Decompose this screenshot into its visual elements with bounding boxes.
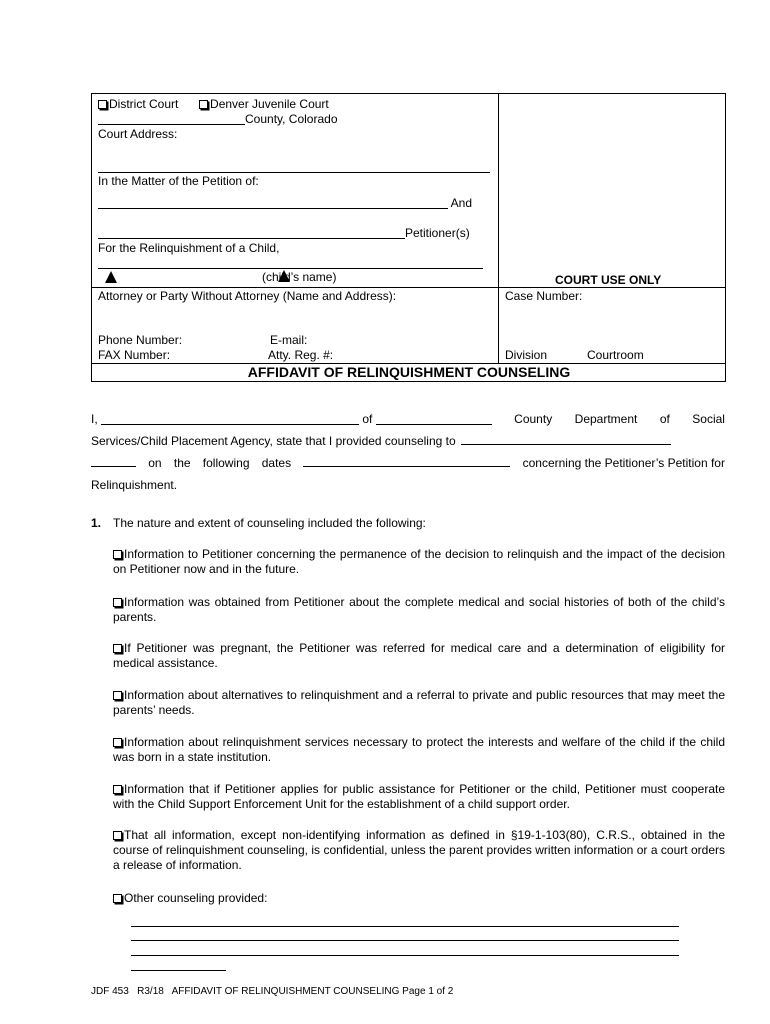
county-row xyxy=(98,112,338,126)
denver-juvenile-court-label: Denver Juvenile Court xyxy=(210,97,329,111)
item-text: Information about alternatives to relinquishment and a referral to private and public resources that may meet the parents’ needs. xyxy=(113,688,725,717)
fax-number-label: FAX Number: xyxy=(98,348,171,362)
page-footer: JDF 453 R3/18 AFFIDAVIT OF RELINQUISHMENT COUNSELING Page 1 of 2 xyxy=(91,986,454,997)
court-type-row xyxy=(98,97,329,111)
county-colorado-label: County, Colorado xyxy=(245,112,338,126)
statement-the: the xyxy=(173,456,191,470)
item-text: Information was obtained from Petitioner about the complete medical and social histories of both of the child’s parents. xyxy=(113,595,725,624)
petitioner2-row xyxy=(98,226,470,240)
counseling-item-5 xyxy=(113,735,725,765)
item-text: Information to Petitioner concerning the permanence of the decision to relinquish and the impact of the decision on Petitioner now and in the future. xyxy=(113,547,725,576)
division-label: Division xyxy=(505,348,548,362)
counseling-item-1 xyxy=(113,547,725,577)
statement-social: Social xyxy=(692,412,725,426)
item-checkbox[interactable] xyxy=(113,785,122,794)
item-checkbox[interactable] xyxy=(113,738,122,747)
atty-reg-label: Atty. Reg. #: xyxy=(268,348,334,362)
item-checkbox[interactable] xyxy=(113,644,122,653)
item-text: Other counseling provided: xyxy=(124,891,268,905)
item-text: That all information, except non-identifying information as defined in §19-1-103(80), C.R.S., obtained in the course of relinquishment counseling, is confidential, unless the parent provides written information or a court orders a release of information. xyxy=(113,828,725,872)
item-text: Information that if Petitioner applies for public assistance for Petitioner or the child, Petitioner must cooperate with the Child Support Enforcement Unit for the establishment of a child support order. xyxy=(113,782,725,811)
item-checkbox[interactable] xyxy=(113,831,122,840)
item-text: If Petitioner was pregnant, the Petitioner was referred for medical care and a determination of eligibility for medical assistance. xyxy=(113,641,725,670)
other-counseling-line-1[interactable] xyxy=(131,926,679,927)
case-number-label: Case Number: xyxy=(505,289,583,303)
email-label: E-mail: xyxy=(270,333,308,347)
denver-juvenile-court-checkbox[interactable] xyxy=(199,100,208,109)
item-checkbox[interactable] xyxy=(113,894,122,903)
counseling-item-3 xyxy=(113,641,725,671)
petitioners-label: Petitioner(s) xyxy=(405,226,470,240)
statement-of: of xyxy=(362,412,373,426)
childs-name-line[interactable] xyxy=(98,268,483,269)
page-title: AFFIDAVIT OF RELINQUISHMENT COUNSELING xyxy=(247,364,571,380)
petitioner1-row xyxy=(98,196,472,210)
statement-on: on xyxy=(148,456,162,470)
item-checkbox[interactable] xyxy=(113,598,122,607)
county-blank[interactable] xyxy=(98,112,245,125)
statement-concerning: concerning the Petitioner’s Petition for xyxy=(522,456,725,470)
petitioner1-blank[interactable] xyxy=(98,196,448,209)
statement-i: I, xyxy=(91,412,98,426)
petitioner2-blank[interactable] xyxy=(98,226,405,239)
section1-heading: The nature and extent of counseling included the following: xyxy=(113,516,426,530)
relinquishment-of-child-label: For the Relinquishment of a Child, xyxy=(98,241,280,255)
childs-name-label: (child’s name) xyxy=(262,270,337,284)
district-court-checkbox[interactable] xyxy=(98,100,107,109)
statement-of2: of xyxy=(659,412,670,426)
statement-dates: dates xyxy=(261,456,292,470)
other-counseling-line-3[interactable] xyxy=(131,955,679,956)
counseling-item-8 xyxy=(113,891,725,906)
county-name-blank[interactable] xyxy=(376,412,492,425)
counseling-item-2 xyxy=(113,595,725,625)
statement-line2: Services/Child Placement Agency, state that I provided counseling to xyxy=(91,434,456,448)
affiant-name-blank[interactable] xyxy=(101,412,359,425)
statement-county: County xyxy=(514,412,553,426)
counseling-blank[interactable] xyxy=(91,454,136,467)
counseled-person-blank[interactable] xyxy=(461,432,671,445)
and-label: And xyxy=(450,196,473,210)
item-checkbox[interactable] xyxy=(113,550,122,559)
caption-divider xyxy=(498,93,499,364)
item-text: Information about relinquishment services necessary to protect the interests and welfare of the child if the child was born in a state institution. xyxy=(113,735,725,764)
other-counseling-line-4[interactable] xyxy=(131,970,226,971)
phone-number-label: Phone Number: xyxy=(98,333,183,347)
up-arrow-icon xyxy=(105,271,117,283)
counseling-item-4 xyxy=(113,688,725,718)
dates-blank[interactable] xyxy=(303,454,510,467)
counseling-item-7 xyxy=(113,828,725,873)
court-address-label: Court Address: xyxy=(98,127,178,141)
item-checkbox[interactable] xyxy=(113,691,122,700)
caption-row-line xyxy=(91,287,726,288)
counseling-item-6 xyxy=(113,782,725,812)
other-counseling-line-2[interactable] xyxy=(131,940,679,941)
district-court-label: District Court xyxy=(109,97,179,111)
statement-following: following xyxy=(202,456,250,470)
court-address-line[interactable] xyxy=(98,172,490,173)
in-the-matter-label: In the Matter of the Petition of: xyxy=(98,174,259,188)
statement xyxy=(91,408,725,496)
court-use-only-label: COURT USE ONLY xyxy=(555,273,662,287)
up-arrow-icon xyxy=(278,270,290,282)
statement-department: Department xyxy=(574,412,638,426)
courtroom-label: Courtroom xyxy=(587,348,644,362)
section1-number: 1. xyxy=(91,516,102,530)
statement-line4: Relinquishment. xyxy=(91,478,178,492)
attorney-label: Attorney or Party Without Attorney (Name and Address): xyxy=(98,289,397,303)
